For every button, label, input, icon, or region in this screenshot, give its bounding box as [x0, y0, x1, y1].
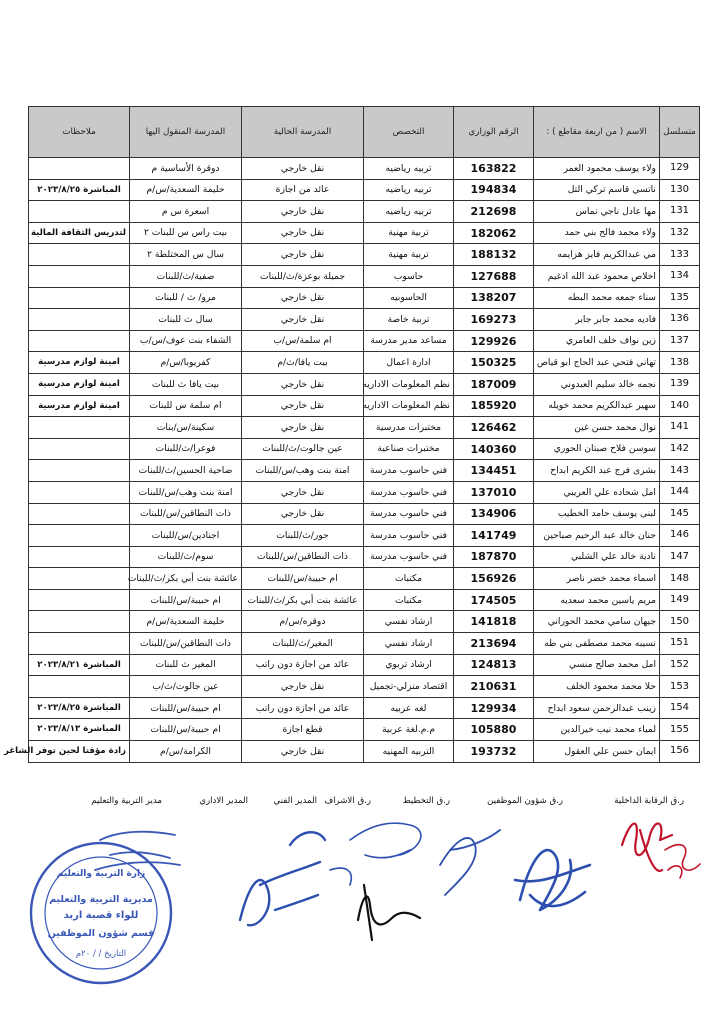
cell-name: ناتسي قاسم تركي التل [534, 179, 660, 201]
cell-name: زين نواف خلف العامري [534, 330, 660, 352]
cell-name: اسماء محمد خضر ناصر [534, 568, 660, 590]
cell-notes [29, 287, 130, 309]
cell-notes [29, 265, 130, 287]
table-row [29, 546, 700, 568]
cell-specialization: مساعد مدير مدرسة [364, 330, 454, 352]
cell-serial: 150 [660, 611, 700, 633]
table-row [29, 589, 700, 611]
cell-serial: 149 [660, 589, 700, 611]
cell-specialization: تربيه رياضيه [364, 179, 454, 201]
table-row [29, 438, 700, 460]
cell-ministry-number: 134451 [454, 460, 534, 482]
cell-notes [29, 330, 130, 352]
stamp-text-4: قسم شؤون الموظفين [47, 928, 155, 939]
table-body [3, 158, 700, 763]
cell-ministry-number: 156926 [454, 568, 534, 590]
cell-name: جيهان سامي محمد الحوراني [534, 611, 660, 633]
cell-current-school: عين جالوت/ث/للبنات [242, 438, 364, 460]
cell-notes: لتدريس الثقافة المالية [29, 222, 130, 244]
cell-serial: 140 [660, 395, 700, 417]
cell-notes [29, 481, 130, 503]
table-row [29, 654, 700, 676]
cell-serial: 152 [660, 654, 700, 676]
table-row [29, 330, 700, 352]
cell-specialization: ادارة اعمال [364, 352, 454, 374]
cell-ministry-number: 185920 [454, 395, 534, 417]
header-current-school: المدرسة الحالية [242, 107, 364, 158]
cell-name: نسيبه محمد مصطفى بني طه [534, 633, 660, 655]
cell-name: حنان خالد عبد الرحيم صباحين [534, 525, 660, 547]
cell-specialization: ارشاد نفسي [364, 633, 454, 655]
cell-specialization: الحاسوبيه [364, 287, 454, 309]
cell-specialization: ارشاد نفسي [364, 611, 454, 633]
cell-name: مها عادل ناجي نماس [534, 201, 660, 223]
cell-specialization: حاسوب [364, 265, 454, 287]
cell-serial: 143 [660, 460, 700, 482]
cell-serial: 146 [660, 525, 700, 547]
cell-destination-school: اسعرة س م [130, 201, 242, 223]
cell-destination-school: ام سلمة س للبنات [130, 395, 242, 417]
signature-administrative-director [240, 832, 325, 925]
table-row [29, 179, 700, 201]
header-specialization: التخصص [364, 107, 454, 158]
cell-notes: المباشرة ٢٠٢٣/٨/١٣ [29, 719, 130, 741]
cell-specialization: مختبرات مدرسية [364, 417, 454, 439]
signature-supervision [330, 823, 421, 885]
role-planning: ر.ق التخطيط [402, 796, 450, 806]
signature-personnel-affairs [515, 850, 590, 910]
official-stamp [28, 840, 174, 986]
role-education-director: مدير التربية والتعليم [91, 796, 162, 806]
cell-current-school: نقل خارجي [242, 309, 364, 331]
cell-notes [29, 438, 130, 460]
cell-serial: 155 [660, 719, 700, 741]
cell-destination-school: ام حبيبة/س/للبنات [130, 589, 242, 611]
cell-current-school: نقل خارجي [242, 395, 364, 417]
cell-specialization: فني حاسوب مدرسة [364, 503, 454, 525]
cell-destination-school: سال س المختلطة ٢ [130, 244, 242, 266]
cell-ministry-number: 141818 [454, 611, 534, 633]
table-row [29, 158, 700, 180]
cell-specialization: تربية مهنية [364, 244, 454, 266]
cell-current-school: عائشة بنت أبي بكر/ث/للبنات [242, 589, 364, 611]
cell-ministry-number: 193732 [454, 741, 534, 763]
cell-serial: 147 [660, 546, 700, 568]
cell-specialization: مختبرات صناعية [364, 438, 454, 460]
cell-ministry-number: 105880 [454, 719, 534, 741]
cell-serial: 131 [660, 201, 700, 223]
cell-destination-school: ام حبيبة/س/للبنات [130, 719, 242, 741]
cell-ministry-number: 127688 [454, 265, 534, 287]
cell-current-school: نقل خارجي [242, 244, 364, 266]
cell-destination-school: ذات النطاقين/س/للبنات [130, 633, 242, 655]
cell-serial: 136 [660, 309, 700, 331]
cell-ministry-number: 129934 [454, 697, 534, 719]
cell-current-school: نقل خارجي [242, 481, 364, 503]
cell-current-school: جميلة بوعزة/ث/للبنات [242, 265, 364, 287]
cell-current-school: ذات النطاقين/س/للبنات [242, 546, 364, 568]
cell-destination-school: ذات النطاقين/س/للبنات [130, 503, 242, 525]
cell-serial: 151 [660, 633, 700, 655]
cell-notes [29, 201, 130, 223]
cell-specialization: اقتصاد منزلي-تجميل [364, 676, 454, 698]
cell-destination-school: حليمة السعدية/س/م [130, 611, 242, 633]
cell-specialization: تربية مهنية [364, 222, 454, 244]
cell-serial: 141 [660, 417, 700, 439]
cell-destination-school: ضاحية الحسين/ث/للبنات [130, 460, 242, 482]
cell-name: ولاء يوسف محمود العمر [534, 158, 660, 180]
cell-current-school: المغير/ث/للبنات [242, 633, 364, 655]
cell-specialization: التربيه المهنيه [364, 741, 454, 763]
header-serial: متسلسل [660, 107, 700, 158]
cell-serial: 137 [660, 330, 700, 352]
cell-notes: المباشرة ٢٠٢٣/٨/٢٥ [29, 179, 130, 201]
cell-ministry-number: 194834 [454, 179, 534, 201]
cell-notes [29, 460, 130, 482]
cell-current-school: نقل خارجي [242, 201, 364, 223]
cell-current-school: نقل خارجي [242, 741, 364, 763]
transfer-table-container [3, 106, 699, 763]
cell-serial: 135 [660, 287, 700, 309]
stamp-text-1: زارة التربية والتعليم [56, 869, 146, 879]
cell-specialization: مكتبات [364, 568, 454, 590]
table-row [29, 503, 700, 525]
cell-current-school: نقل خارجي [242, 503, 364, 525]
cell-serial: 134 [660, 265, 700, 287]
cell-notes: زادة مؤقتا لحين توفر الشاغر [29, 741, 130, 763]
cell-specialization: ارشاد تربوي [364, 654, 454, 676]
cell-notes: المباشرة ٢٠٢٣/٨/٢٥ [29, 697, 130, 719]
table-row [29, 525, 700, 547]
cell-serial: 133 [660, 244, 700, 266]
cell-ministry-number: 150325 [454, 352, 534, 374]
cell-destination-school: بيت يافا ث للبنات [130, 373, 242, 395]
cell-ministry-number: 163822 [454, 158, 534, 180]
cell-serial: 129 [660, 158, 700, 180]
cell-specialization: فني حاسوب مدرسة [364, 460, 454, 482]
cell-ministry-number: 188132 [454, 244, 534, 266]
cell-name: بشرى فرج عبد الكريم ابداح [534, 460, 660, 482]
cell-current-school: امنة بنت وهب/س/للبنات [242, 460, 364, 482]
cell-name: مريم ياسين محمد سعديه [534, 589, 660, 611]
cell-specialization: فني حاسوب مدرسة [364, 546, 454, 568]
cell-name: لمياء محمد نيب خيرالدين [534, 719, 660, 741]
table-row [29, 352, 700, 374]
cell-notes [29, 503, 130, 525]
cell-specialization: تربيه رياضيه [364, 158, 454, 180]
cell-name: نوال محمد حسن غين [534, 417, 660, 439]
table-row [29, 611, 700, 633]
cell-serial: 130 [660, 179, 700, 201]
cell-name: اخلاص محمود عبد الله ادغيم [534, 265, 660, 287]
stamp-text-3: للواء قصبة اربد [63, 910, 139, 921]
table-row [29, 568, 700, 590]
cell-serial: 145 [660, 503, 700, 525]
cell-ministry-number: 141749 [454, 525, 534, 547]
cell-destination-school: الكرامة/س/م [130, 741, 242, 763]
table-row [29, 201, 700, 223]
table-row [29, 460, 700, 482]
cell-notes: امينة لوازم مدرسية [29, 352, 130, 374]
cell-destination-school: بيت راس س للبنات ٢ [130, 222, 242, 244]
cell-destination-school: سوم/ث/للبنات [130, 546, 242, 568]
role-supervision: ر.ق الاشراف [324, 796, 371, 806]
cell-name: زينب عبدالرحمن سعود ابداح [534, 697, 660, 719]
cell-name: سهير عبدالكريم محمد خويله [534, 395, 660, 417]
cell-ministry-number: 129926 [454, 330, 534, 352]
signature-internal-audit-note [665, 845, 700, 878]
table-row [29, 676, 700, 698]
table-row [29, 741, 700, 763]
cell-current-school: عائد من اجازة [242, 179, 364, 201]
cell-destination-school: سكينة/س/بنات [130, 417, 242, 439]
cell-destination-school: حليمة السعدية/س/م [130, 179, 242, 201]
cell-destination-school: كفريوبا/س/م [130, 352, 242, 374]
cell-current-school: نقل خارجي [242, 417, 364, 439]
header-name: الاسم ( من اربعة مقاطع ) : [534, 107, 660, 158]
cell-current-school: ام حبيبة/س/للبنات [242, 568, 364, 590]
signature-technical-director [358, 885, 420, 940]
cell-destination-school: الشفاء بنت عوف/س/ب [130, 330, 242, 352]
cell-specialization: تربية خاصة [364, 309, 454, 331]
cell-notes [29, 676, 130, 698]
cell-destination-school: دوقرة الأساسية م [130, 158, 242, 180]
cell-name: تهاني فتحي عبد الحاج ابو قياص [534, 352, 660, 374]
cell-destination-school: فوعرا/ث/للبنات [130, 438, 242, 460]
cell-ministry-number: 182062 [454, 222, 534, 244]
table-row [29, 719, 700, 741]
table-row [29, 309, 700, 331]
cell-destination-school: ام حبيبة/س/للبنات [130, 697, 242, 719]
signature-internal-audit [622, 824, 672, 871]
cell-name: نجمه خالد سليم العبدوني [534, 373, 660, 395]
cell-notes: المباشرة ٢٠٢٣/٨/٢١ [29, 654, 130, 676]
table-header-row [29, 107, 700, 158]
header-destination-school: المدرسة المنقول اليها [130, 107, 242, 158]
cell-notes [29, 568, 130, 590]
cell-name: حلا محمد محمود الخلف [534, 676, 660, 698]
cell-specialization: تربيه رياضيه [364, 201, 454, 223]
cell-destination-school: المغير ث للبنات [130, 654, 242, 676]
role-administrative-director: المدير الاداري [199, 796, 248, 806]
cell-current-school: نقل خارجي [242, 676, 364, 698]
table-row [29, 395, 700, 417]
cell-specialization: نظم المعلومات الاداريه [364, 373, 454, 395]
cell-current-school: نقل خارجي [242, 158, 364, 180]
cell-ministry-number: 124813 [454, 654, 534, 676]
cell-ministry-number: 134906 [454, 503, 534, 525]
cell-destination-school: سال ث للبنات [130, 309, 242, 331]
cell-destination-school: صفية/ث/للبنات [130, 265, 242, 287]
cell-name: امل شحاده علي العريبي [534, 481, 660, 503]
cell-serial: 153 [660, 676, 700, 698]
cell-specialization: لغه عربيه [364, 697, 454, 719]
cell-name: امل محمد صالح منسي [534, 654, 660, 676]
cell-current-school: عائد من اجازة دون راتب [242, 654, 364, 676]
cell-notes [29, 158, 130, 180]
table-row [29, 373, 700, 395]
cell-destination-school: مرو/ ث / للبنات [130, 287, 242, 309]
cell-ministry-number: 169273 [454, 309, 534, 331]
cell-serial: 156 [660, 741, 700, 763]
cell-current-school: قطع اجازة [242, 719, 364, 741]
stamp-text-2: مديرية التربية والتعليم [49, 894, 153, 905]
cell-specialization: م.م.لغة عربية [364, 719, 454, 741]
cell-current-school: عائد من اجازة دون راتب [242, 697, 364, 719]
table-row [29, 244, 700, 266]
cell-name: ولاء محمد فالح بني حمد [534, 222, 660, 244]
table-row [29, 481, 700, 503]
cell-notes [29, 633, 130, 655]
cell-ministry-number: 126462 [454, 417, 534, 439]
cell-name: فاديه محمد جابر جابر [534, 309, 660, 331]
cell-name: لبنى يوسف حامد الخطيب [534, 503, 660, 525]
cell-specialization: فني حاسوب مدرسة [364, 525, 454, 547]
cell-ministry-number: 210631 [454, 676, 534, 698]
cell-serial: 142 [660, 438, 700, 460]
header-notes: ملاحظات [29, 107, 130, 158]
cell-ministry-number: 212698 [454, 201, 534, 223]
cell-specialization: مكتبات [364, 589, 454, 611]
cell-notes [29, 611, 130, 633]
cell-serial: 154 [660, 697, 700, 719]
cell-notes [29, 525, 130, 547]
cell-ministry-number: 174505 [454, 589, 534, 611]
table-row [29, 697, 700, 719]
table-row [29, 417, 700, 439]
cell-current-school: نقل خارجي [242, 287, 364, 309]
cell-specialization: نظم المعلومات الاداريه [364, 395, 454, 417]
cell-serial: 144 [660, 481, 700, 503]
table-row [29, 265, 700, 287]
cell-notes [29, 309, 130, 331]
cell-notes: امينة لوازم مدرسية [29, 395, 130, 417]
cell-name: سناء جمعه محمد البطه [534, 287, 660, 309]
role-internal-audit: ر.ق الرقابة الداخلية [614, 796, 684, 806]
cell-serial: 132 [660, 222, 700, 244]
transfer-table [3, 106, 700, 763]
cell-ministry-number: 138207 [454, 287, 534, 309]
cell-destination-school: امنة بنت وهب/س/للبنات [130, 481, 242, 503]
cell-current-school: بيت يافا/ث/م [242, 352, 364, 374]
cell-ministry-number: 187870 [454, 546, 534, 568]
cell-specialization: فني حاسوب مدرسة [364, 481, 454, 503]
table-row [29, 633, 700, 655]
stamp-text-5: التاريخ / / ٢٠م [75, 949, 127, 959]
cell-notes: امينة لوازم مدرسية [29, 373, 130, 395]
cell-destination-school: عائشة بنت أبي بكر/ث/للبنات [130, 568, 242, 590]
cell-ministry-number: 137010 [454, 481, 534, 503]
cell-name: سوسن فلاح صبتان الحوري [534, 438, 660, 460]
cell-ministry-number: 187009 [454, 373, 534, 395]
cell-name: مي عبدالكريم فايز هزايمه [534, 244, 660, 266]
cell-current-school: حور/ث/للبنات [242, 525, 364, 547]
cell-name: ايمان حسن علي العقول [534, 741, 660, 763]
role-technical-director: المدير الفني [273, 796, 317, 806]
cell-destination-school: عين جالوت/ث/ب [130, 676, 242, 698]
cell-current-school: ام سلمة/س/ب [242, 330, 364, 352]
cell-serial: 148 [660, 568, 700, 590]
cell-current-school: نقل خارجي [242, 373, 364, 395]
signature-planning [440, 830, 500, 895]
cell-ministry-number: 213694 [454, 633, 534, 655]
cell-destination-school: اجنادين/س/للبنات [130, 525, 242, 547]
cell-current-school: دوقره/س/م [242, 611, 364, 633]
cell-serial: 139 [660, 373, 700, 395]
cell-notes [29, 417, 130, 439]
header-ministry-number: الرقم الوزاري [454, 107, 534, 158]
cell-ministry-number: 140360 [454, 438, 534, 460]
cell-current-school: نقل خارجي [242, 222, 364, 244]
cell-notes [29, 244, 130, 266]
cell-serial: 138 [660, 352, 700, 374]
role-personnel-affairs: ر.ق شؤون الموظفين [487, 796, 563, 806]
cell-name: نادية خالد علي الشلبي [534, 546, 660, 568]
cell-notes [29, 589, 130, 611]
table-row [29, 222, 700, 244]
table-row [29, 287, 700, 309]
cell-notes [29, 546, 130, 568]
